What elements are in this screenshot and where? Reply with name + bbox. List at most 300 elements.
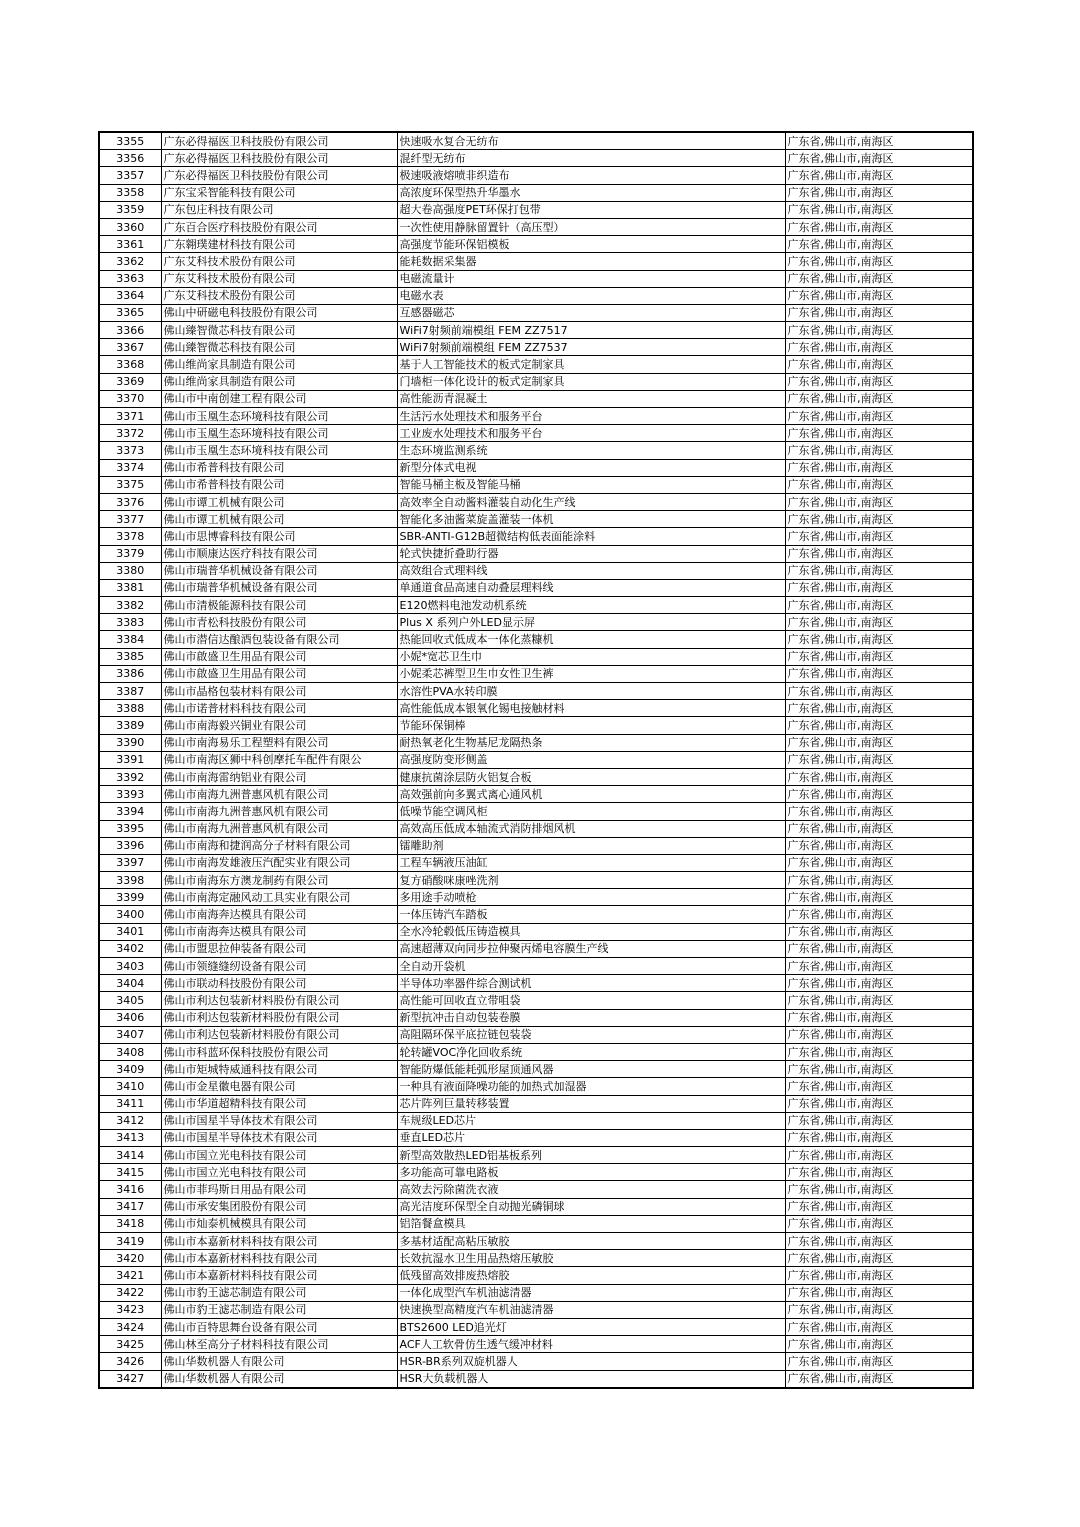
table-row xyxy=(99,751,973,768)
serial-number-cell: 3414 xyxy=(99,1147,161,1164)
region-cell: 广东省,佛山市,南海区 xyxy=(785,1284,973,1301)
region-cell: 广东省,佛山市,南海区 xyxy=(785,820,973,837)
region-cell: 广东省,佛山市,南海区 xyxy=(785,408,973,425)
product-name-cell: 高性能可回收直立带咀袋 xyxy=(397,992,785,1009)
product-name-cell: 高效去污除菌洗衣液 xyxy=(397,1181,785,1198)
company-name-cell: 佛山市谭工机械有限公司 xyxy=(161,493,397,510)
table-row xyxy=(99,854,973,871)
company-name-cell: 佛山市国立光电科技有限公司 xyxy=(161,1147,397,1164)
company-name-cell: 佛山市灿泰机械模具有限公司 xyxy=(161,1215,397,1232)
table-row xyxy=(99,648,973,665)
serial-number-cell: 3373 xyxy=(99,442,161,459)
table-row xyxy=(99,1078,973,1095)
table-row xyxy=(99,132,973,150)
table-row xyxy=(99,236,973,253)
table-row xyxy=(99,1370,973,1388)
serial-number-cell: 3422 xyxy=(99,1284,161,1301)
company-name-cell: 广东必得福医卫科技股份有限公司 xyxy=(161,132,397,150)
serial-number-cell: 3358 xyxy=(99,184,161,201)
product-name-cell: 门墙柜一体化设计的板式定制家具 xyxy=(397,373,785,390)
region-cell: 广东省,佛山市,南海区 xyxy=(785,373,973,390)
table-row xyxy=(99,683,973,700)
region-cell: 广东省,佛山市,南海区 xyxy=(785,1164,973,1181)
serial-number-cell: 3421 xyxy=(99,1267,161,1284)
company-name-cell: 佛山市玉凰生态环境科技有限公司 xyxy=(161,442,397,459)
table-row xyxy=(99,958,973,975)
company-name-cell: 佛山市本嘉新材料科技有限公司 xyxy=(161,1250,397,1267)
serial-number-cell: 3383 xyxy=(99,614,161,631)
company-name-cell: 佛山市顺康达医疗科技有限公司 xyxy=(161,545,397,562)
product-name-cell: 生态环境监测系统 xyxy=(397,442,785,459)
region-cell: 广东省,佛山市,南海区 xyxy=(785,1267,973,1284)
table-row xyxy=(99,339,973,356)
company-name-cell: 佛山市玉凰生态环境科技有限公司 xyxy=(161,408,397,425)
product-name-cell: 铝箔餐盒模具 xyxy=(397,1215,785,1232)
serial-number-cell: 3402 xyxy=(99,940,161,957)
serial-number-cell: 3410 xyxy=(99,1078,161,1095)
table-row xyxy=(99,906,973,923)
region-cell: 广东省,佛山市,南海区 xyxy=(785,958,973,975)
company-name-cell: 佛山市利达包装新材料股份有限公司 xyxy=(161,1026,397,1043)
product-name-cell: WiFi7射频前端模组 FEM ZZ7537 xyxy=(397,339,785,356)
region-cell: 广东省,佛山市,南海区 xyxy=(785,356,973,373)
company-name-cell: 佛山市瑞普华机械设备有限公司 xyxy=(161,562,397,579)
table-row xyxy=(99,304,973,321)
region-cell: 广东省,佛山市,南海区 xyxy=(785,1112,973,1129)
serial-number-cell: 3355 xyxy=(99,132,161,150)
table-row xyxy=(99,356,973,373)
product-name-cell: 水溶性PVA水转印膜 xyxy=(397,683,785,700)
serial-number-cell: 3372 xyxy=(99,425,161,442)
region-cell: 广东省,佛山市,南海区 xyxy=(785,700,973,717)
table-row xyxy=(99,768,973,785)
serial-number-cell: 3368 xyxy=(99,356,161,373)
table-row xyxy=(99,511,973,528)
product-name-cell: 多用途手动喷枪 xyxy=(397,889,785,906)
serial-number-cell: 3416 xyxy=(99,1181,161,1198)
table-row xyxy=(99,1284,973,1301)
serial-number-cell: 3424 xyxy=(99,1318,161,1335)
product-name-cell: 小妮*宽芯卫生巾 xyxy=(397,648,785,665)
region-cell: 广东省,佛山市,南海区 xyxy=(785,476,973,493)
table-row xyxy=(99,459,973,476)
company-name-cell: 佛山市南海奔达模具有限公司 xyxy=(161,923,397,940)
serial-number-cell: 3405 xyxy=(99,992,161,1009)
company-name-cell: 佛山市谭工机械有限公司 xyxy=(161,511,397,528)
product-name-cell: 快速换型高精度汽车机油滤清器 xyxy=(397,1301,785,1318)
company-name-cell: 佛山市玉凰生态环境科技有限公司 xyxy=(161,425,397,442)
region-cell: 广东省,佛山市,南海区 xyxy=(785,975,973,992)
serial-number-cell: 3407 xyxy=(99,1026,161,1043)
region-cell: 广东省,佛山市,南海区 xyxy=(785,236,973,253)
serial-number-cell: 3359 xyxy=(99,201,161,218)
region-cell: 广东省,佛山市,南海区 xyxy=(785,511,973,528)
serial-number-cell: 3418 xyxy=(99,1215,161,1232)
region-cell: 广东省,佛山市,南海区 xyxy=(785,1147,973,1164)
table-row xyxy=(99,1181,973,1198)
region-cell: 广东省,佛山市,南海区 xyxy=(785,872,973,889)
region-cell: 广东省,佛山市,南海区 xyxy=(785,803,973,820)
product-name-cell: 高强度防变形侧盖 xyxy=(397,751,785,768)
region-cell: 广东省,佛山市,南海区 xyxy=(785,889,973,906)
region-cell: 广东省,佛山市,南海区 xyxy=(785,1336,973,1353)
company-name-cell: 佛山市本嘉新材料科技有限公司 xyxy=(161,1267,397,1284)
product-name-cell: 镭雕助剂 xyxy=(397,837,785,854)
product-name-cell: 轮式快捷折叠助行器 xyxy=(397,545,785,562)
product-name-cell: 复方硝酸咪康唑洗剂 xyxy=(397,872,785,889)
table-row xyxy=(99,253,973,270)
company-name-cell: 佛山市矩城特威通科技有限公司 xyxy=(161,1061,397,1078)
product-name-cell: 多基材适配高粘压敏胶 xyxy=(397,1233,785,1250)
product-name-cell: 电磁水表 xyxy=(397,287,785,304)
table-row xyxy=(99,1009,973,1026)
product-name-cell: 高效强前向多翼式离心通风机 xyxy=(397,786,785,803)
company-name-cell: 佛山中研磁电科技股份有限公司 xyxy=(161,304,397,321)
company-name-cell: 佛山市青松科技股份有限公司 xyxy=(161,614,397,631)
product-name-cell: 热能回收式低成本一体化蒸糠机 xyxy=(397,631,785,648)
region-cell: 广东省,佛山市,南海区 xyxy=(785,1061,973,1078)
region-cell: 广东省,佛山市,南海区 xyxy=(785,1233,973,1250)
table-row xyxy=(99,1301,973,1318)
region-cell: 广东省,佛山市,南海区 xyxy=(785,150,973,167)
table-row xyxy=(99,1112,973,1129)
serial-number-cell: 3390 xyxy=(99,734,161,751)
company-name-cell: 佛山市南海雷纳铝业有限公司 xyxy=(161,768,397,785)
product-name-cell: 高强度节能环保铝模板 xyxy=(397,236,785,253)
company-name-cell: 佛山臻智微芯科技有限公司 xyxy=(161,322,397,339)
company-name-cell: 佛山市豹王滤芯制造有限公司 xyxy=(161,1284,397,1301)
serial-number-cell: 3409 xyxy=(99,1061,161,1078)
region-cell: 广东省,佛山市,南海区 xyxy=(785,425,973,442)
serial-number-cell: 3387 xyxy=(99,683,161,700)
company-name-cell: 广东艾科技术股份有限公司 xyxy=(161,270,397,287)
company-name-cell: 佛山市南海东方澳龙制药有限公司 xyxy=(161,872,397,889)
region-cell: 广东省,佛山市,南海区 xyxy=(785,270,973,287)
region-cell: 广东省,佛山市,南海区 xyxy=(785,854,973,871)
serial-number-cell: 3427 xyxy=(99,1370,161,1388)
serial-number-cell: 3386 xyxy=(99,665,161,682)
region-cell: 广东省,佛山市,南海区 xyxy=(785,768,973,785)
serial-number-cell: 3365 xyxy=(99,304,161,321)
region-cell: 广东省,佛山市,南海区 xyxy=(785,390,973,407)
region-cell: 广东省,佛山市,南海区 xyxy=(785,1181,973,1198)
data-table xyxy=(98,131,974,1389)
table-row xyxy=(99,390,973,407)
company-name-cell: 广东宝采智能科技有限公司 xyxy=(161,184,397,201)
company-name-cell: 佛山维尚家具制造有限公司 xyxy=(161,356,397,373)
table-row xyxy=(99,1026,973,1043)
product-name-cell: HSR大负载机器人 xyxy=(397,1370,785,1388)
region-cell: 广东省,佛山市,南海区 xyxy=(785,1250,973,1267)
region-cell: 广东省,佛山市,南海区 xyxy=(785,992,973,1009)
product-name-cell: 单通道食品高速自动叠层理料线 xyxy=(397,579,785,596)
company-name-cell: 佛山市利达包装新材料股份有限公司 xyxy=(161,1009,397,1026)
serial-number-cell: 3398 xyxy=(99,872,161,889)
company-name-cell: 佛山市国星半导体技术有限公司 xyxy=(161,1112,397,1129)
product-name-cell: 智能马桶主板及智能马桶 xyxy=(397,476,785,493)
table-row xyxy=(99,820,973,837)
company-name-cell: 佛山市瑞普华机械设备有限公司 xyxy=(161,579,397,596)
table-row xyxy=(99,597,973,614)
table-row xyxy=(99,270,973,287)
product-name-cell: 全自动开袋机 xyxy=(397,958,785,975)
region-cell: 广东省,佛山市,南海区 xyxy=(785,253,973,270)
table-row xyxy=(99,425,973,442)
table-row xyxy=(99,562,973,579)
product-name-cell: 工业废水处理技术和服务平台 xyxy=(397,425,785,442)
region-cell: 广东省,佛山市,南海区 xyxy=(785,442,973,459)
product-name-cell: Plus X 系列户外LED显示屏 xyxy=(397,614,785,631)
company-name-cell: 佛山市豹王滤芯制造有限公司 xyxy=(161,1301,397,1318)
serial-number-cell: 3394 xyxy=(99,803,161,820)
table-row xyxy=(99,1061,973,1078)
table-row xyxy=(99,476,973,493)
company-name-cell: 佛山市南海毅兴铜业有限公司 xyxy=(161,717,397,734)
serial-number-cell: 3411 xyxy=(99,1095,161,1112)
serial-number-cell: 3362 xyxy=(99,253,161,270)
product-name-cell: 一次性使用静脉留置针（高压型） xyxy=(397,218,785,235)
region-cell: 广东省,佛山市,南海区 xyxy=(785,1198,973,1215)
company-name-cell: 佛山市晶格包装材料有限公司 xyxy=(161,683,397,700)
serial-number-cell: 3401 xyxy=(99,923,161,940)
table-row xyxy=(99,442,973,459)
table-row xyxy=(99,786,973,803)
serial-number-cell: 3406 xyxy=(99,1009,161,1026)
serial-number-cell: 3371 xyxy=(99,408,161,425)
table-row xyxy=(99,201,973,218)
region-cell: 广东省,佛山市,南海区 xyxy=(785,218,973,235)
region-cell: 广东省,佛山市,南海区 xyxy=(785,837,973,854)
table-row xyxy=(99,1043,973,1060)
company-name-cell: 佛山市百特思舞台设备有限公司 xyxy=(161,1318,397,1335)
company-name-cell: 佛山市南海和捷润高分子材料有限公司 xyxy=(161,837,397,854)
product-list-table xyxy=(98,131,972,1389)
region-cell: 广东省,佛山市,南海区 xyxy=(785,1009,973,1026)
company-name-cell: 佛山华数机器人有限公司 xyxy=(161,1370,397,1388)
table-row xyxy=(99,923,973,940)
product-name-cell: 高浓度环保型热升华墨水 xyxy=(397,184,785,201)
company-name-cell: 广东包庄科技有限公司 xyxy=(161,201,397,218)
table-row xyxy=(99,992,973,1009)
region-cell: 广东省,佛山市,南海区 xyxy=(785,1129,973,1146)
serial-number-cell: 3413 xyxy=(99,1129,161,1146)
serial-number-cell: 3403 xyxy=(99,958,161,975)
company-name-cell: 佛山市南海九洲普惠风机有限公司 xyxy=(161,820,397,837)
table-row xyxy=(99,665,973,682)
product-name-cell: 半导体功率器件综合测试机 xyxy=(397,975,785,992)
region-cell: 广东省,佛山市,南海区 xyxy=(785,631,973,648)
table-row xyxy=(99,1353,973,1370)
product-name-cell: HSR-BR系列双旋机器人 xyxy=(397,1353,785,1370)
serial-number-cell: 3369 xyxy=(99,373,161,390)
serial-number-cell: 3366 xyxy=(99,322,161,339)
product-name-cell: BTS2600 LED追光灯 xyxy=(397,1318,785,1335)
region-cell: 广东省,佛山市,南海区 xyxy=(785,167,973,184)
company-name-cell: 佛山市领缝缝纫设备有限公司 xyxy=(161,958,397,975)
region-cell: 广东省,佛山市,南海区 xyxy=(785,493,973,510)
serial-number-cell: 3393 xyxy=(99,786,161,803)
serial-number-cell: 3375 xyxy=(99,476,161,493)
serial-number-cell: 3420 xyxy=(99,1250,161,1267)
region-cell: 广东省,佛山市,南海区 xyxy=(785,1078,973,1095)
serial-number-cell: 3356 xyxy=(99,150,161,167)
product-name-cell: 小妮柔芯裤型卫生巾女性卫生裤 xyxy=(397,665,785,682)
company-name-cell: 佛山市承安集团股份有限公司 xyxy=(161,1198,397,1215)
serial-number-cell: 3361 xyxy=(99,236,161,253)
table-row xyxy=(99,717,973,734)
table-row xyxy=(99,150,973,167)
region-cell: 广东省,佛山市,南海区 xyxy=(785,597,973,614)
table-row xyxy=(99,167,973,184)
company-name-cell: 佛山市国星半导体技术有限公司 xyxy=(161,1129,397,1146)
product-name-cell: 健康抗菌涂层防火铝复合板 xyxy=(397,768,785,785)
region-cell: 广东省,佛山市,南海区 xyxy=(785,132,973,150)
region-cell: 广东省,佛山市,南海区 xyxy=(785,1370,973,1388)
region-cell: 广东省,佛山市,南海区 xyxy=(785,1318,973,1335)
product-name-cell: ACF人工软骨仿生透气缓冲材料 xyxy=(397,1336,785,1353)
table-row xyxy=(99,1267,973,1284)
product-name-cell: 新型高效散热LED铝基板系列 xyxy=(397,1147,785,1164)
product-name-cell: 全水冷轮毂低压铸造模具 xyxy=(397,923,785,940)
table-row xyxy=(99,1233,973,1250)
serial-number-cell: 3389 xyxy=(99,717,161,734)
company-name-cell: 广东必得福医卫科技股份有限公司 xyxy=(161,150,397,167)
table-row xyxy=(99,528,973,545)
region-cell: 广东省,佛山市,南海区 xyxy=(785,683,973,700)
serial-number-cell: 3381 xyxy=(99,579,161,596)
product-name-cell: 高效组合式理料线 xyxy=(397,562,785,579)
company-name-cell: 佛山市南海九洲普惠风机有限公司 xyxy=(161,803,397,820)
product-name-cell: 能耗数据采集器 xyxy=(397,253,785,270)
table-row xyxy=(99,700,973,717)
table-row xyxy=(99,287,973,304)
product-name-cell: 多功能高可靠电路板 xyxy=(397,1164,785,1181)
product-name-cell: 节能环保铜棒 xyxy=(397,717,785,734)
table-row xyxy=(99,631,973,648)
product-name-cell: 智能化多油酱菜旋盖灌装一体机 xyxy=(397,511,785,528)
product-name-cell: 智能防爆低能耗弧形屋顶通风器 xyxy=(397,1061,785,1078)
company-name-cell: 佛山市诺普材料科技有限公司 xyxy=(161,700,397,717)
company-name-cell: 佛山市啟盛卫生用品有限公司 xyxy=(161,665,397,682)
product-name-cell: 高性能沥青混凝土 xyxy=(397,390,785,407)
region-cell: 广东省,佛山市,南海区 xyxy=(785,923,973,940)
region-cell: 广东省,佛山市,南海区 xyxy=(785,1215,973,1232)
region-cell: 广东省,佛山市,南海区 xyxy=(785,304,973,321)
company-name-cell: 佛山市华道超精科技有限公司 xyxy=(161,1095,397,1112)
region-cell: 广东省,佛山市,南海区 xyxy=(785,665,973,682)
company-name-cell: 广东艾科技术股份有限公司 xyxy=(161,287,397,304)
table-body xyxy=(99,132,973,1388)
company-name-cell: 佛山市清极能源科技有限公司 xyxy=(161,597,397,614)
product-name-cell: 超大卷高强度PET环保打包带 xyxy=(397,201,785,218)
serial-number-cell: 3376 xyxy=(99,493,161,510)
product-name-cell: 低残留高效排废热熔胶 xyxy=(397,1267,785,1284)
table-row xyxy=(99,837,973,854)
product-name-cell: 生活污水处理技术和服务平台 xyxy=(397,408,785,425)
table-row xyxy=(99,1164,973,1181)
serial-number-cell: 3397 xyxy=(99,854,161,871)
serial-number-cell: 3370 xyxy=(99,390,161,407)
serial-number-cell: 3363 xyxy=(99,270,161,287)
region-cell: 广东省,佛山市,南海区 xyxy=(785,648,973,665)
region-cell: 广东省,佛山市,南海区 xyxy=(785,1353,973,1370)
serial-number-cell: 3385 xyxy=(99,648,161,665)
serial-number-cell: 3357 xyxy=(99,167,161,184)
product-name-cell: 快速吸水复合无纺布 xyxy=(397,132,785,150)
table-row xyxy=(99,373,973,390)
product-name-cell: E120燃料电池发动机系统 xyxy=(397,597,785,614)
serial-number-cell: 3419 xyxy=(99,1233,161,1250)
company-name-cell: 佛山市本嘉新材料科技有限公司 xyxy=(161,1233,397,1250)
product-name-cell: 混纤型无纺布 xyxy=(397,150,785,167)
table-row xyxy=(99,975,973,992)
product-name-cell: 基于人工智能技术的板式定制家具 xyxy=(397,356,785,373)
serial-number-cell: 3382 xyxy=(99,597,161,614)
table-row xyxy=(99,734,973,751)
region-cell: 广东省,佛山市,南海区 xyxy=(785,751,973,768)
company-name-cell: 佛山市菲玛斯日用品有限公司 xyxy=(161,1181,397,1198)
serial-number-cell: 3399 xyxy=(99,889,161,906)
serial-number-cell: 3395 xyxy=(99,820,161,837)
region-cell: 广东省,佛山市,南海区 xyxy=(785,545,973,562)
region-cell: 广东省,佛山市,南海区 xyxy=(785,579,973,596)
company-name-cell: 佛山市希普科技有限公司 xyxy=(161,459,397,476)
serial-number-cell: 3377 xyxy=(99,511,161,528)
table-row xyxy=(99,1095,973,1112)
product-name-cell: 高性能低成本银氧化锡电接触材料 xyxy=(397,700,785,717)
region-cell: 广东省,佛山市,南海区 xyxy=(785,322,973,339)
region-cell: 广东省,佛山市,南海区 xyxy=(785,717,973,734)
serial-number-cell: 3412 xyxy=(99,1112,161,1129)
company-name-cell: 佛山市思博睿科技有限公司 xyxy=(161,528,397,545)
company-name-cell: 佛山市中南创建工程有限公司 xyxy=(161,390,397,407)
serial-number-cell: 3425 xyxy=(99,1336,161,1353)
serial-number-cell: 3423 xyxy=(99,1301,161,1318)
company-name-cell: 佛山市南海定融风动工具实业有限公司 xyxy=(161,889,397,906)
region-cell: 广东省,佛山市,南海区 xyxy=(785,614,973,631)
company-name-cell: 广东百合医疗科技股份有限公司 xyxy=(161,218,397,235)
region-cell: 广东省,佛山市,南海区 xyxy=(785,184,973,201)
region-cell: 广东省,佛山市,南海区 xyxy=(785,1095,973,1112)
table-row xyxy=(99,803,973,820)
table-row xyxy=(99,872,973,889)
region-cell: 广东省,佛山市,南海区 xyxy=(785,786,973,803)
serial-number-cell: 3408 xyxy=(99,1043,161,1060)
table-row xyxy=(99,493,973,510)
company-name-cell: 佛山市希普科技有限公司 xyxy=(161,476,397,493)
company-name-cell: 佛山市科蓝环保科技股份有限公司 xyxy=(161,1043,397,1060)
product-name-cell: 高速超薄双向同步拉伸聚丙烯电容膜生产线 xyxy=(397,940,785,957)
region-cell: 广东省,佛山市,南海区 xyxy=(785,906,973,923)
region-cell: 广东省,佛山市,南海区 xyxy=(785,1301,973,1318)
company-name-cell: 佛山市南海九洲普惠风机有限公司 xyxy=(161,786,397,803)
region-cell: 广东省,佛山市,南海区 xyxy=(785,201,973,218)
serial-number-cell: 3367 xyxy=(99,339,161,356)
company-name-cell: 佛山市金星徽电器有限公司 xyxy=(161,1078,397,1095)
product-name-cell: 轮转罐VOC净化回收系统 xyxy=(397,1043,785,1060)
product-name-cell: 耐热氧老化生物基尼龙隔热条 xyxy=(397,734,785,751)
product-name-cell: 电磁流量计 xyxy=(397,270,785,287)
product-name-cell: WiFi7射频前端模组 FEM ZZ7517 xyxy=(397,322,785,339)
table-row xyxy=(99,1318,973,1335)
table-row xyxy=(99,579,973,596)
table-row xyxy=(99,1215,973,1232)
company-name-cell: 佛山维尚家具制造有限公司 xyxy=(161,373,397,390)
company-name-cell: 佛山市联动科技股份有限公司 xyxy=(161,975,397,992)
table-row xyxy=(99,322,973,339)
product-name-cell: 工程车辆液压油缸 xyxy=(397,854,785,871)
table-row xyxy=(99,1198,973,1215)
